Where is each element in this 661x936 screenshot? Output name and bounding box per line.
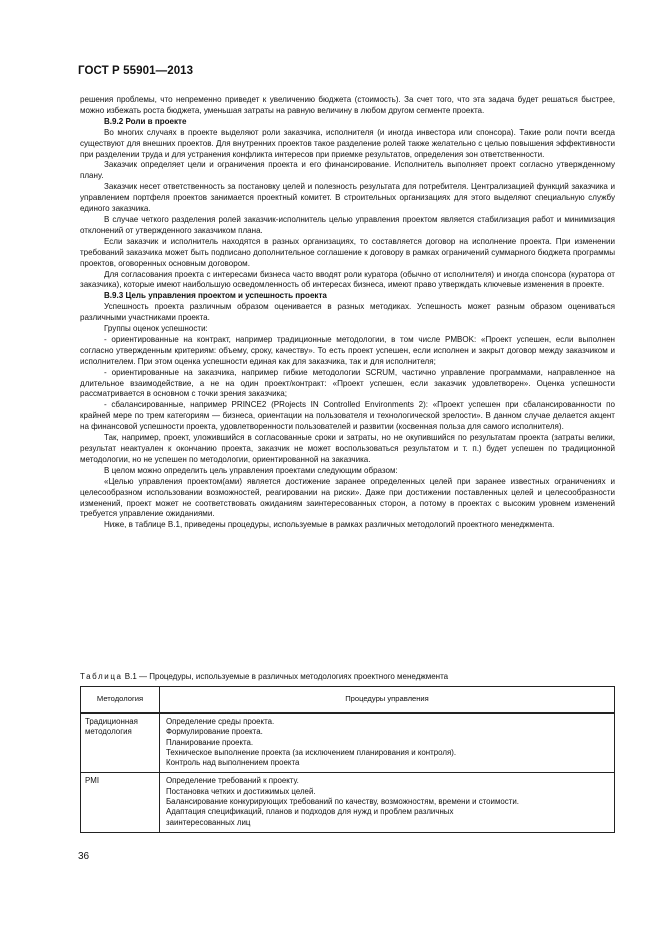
paragraph: Успешность проекта различным образом оценивается в разных методиках. Успешность может разным образом оцениваться различными участниками проекта. <box>80 302 615 323</box>
paragraph: «Целью управления проектом(ами) является достижение заранее определенных целей при заранее известных ограничениях и целесообразном использовании возможностей, реагировании на риски». Даже при достижении поставленных целей и целесообразности изменений, проект может не соответствовать ожиданиям заинтересованных сторон, а потому в проектах с высоким уровнем изменений требуется управление ожиданиями. <box>80 476 615 519</box>
list-item: - ориентированные на контракт, например традиционные методологии, в том числе PMBOK: «Проект успешен, если выполнен согласно утвержденным критериям: объему, сроку, качеству». То есть проект успешен, если исполнен и закрыт договор между заказчиком и исполнителем. При этом оценка успешности единая как для заказчика, так и для исполнителя; <box>80 334 615 366</box>
procedure-item: Балансирование конкурирующих требований по качеству, возможностям, времени и стоимости. <box>166 797 519 807</box>
paragraph: решения проблемы, что непременно приведет к увеличению бюджета (стоимость). За счет того, что эта задача будет решаться быстрее, можно избежать роста бюджета, уменьшая затраты на равную величину в любом другом сегменте проекта. <box>80 95 615 115</box>
procedures-cell <box>160 773 615 832</box>
paragraph: Во многих случаях в проекте выделяют роли заказчика, исполнителя (и иногда инвестора или спонсора). Такие роли почти всегда существуют для внешних проектов. Для внутренних проектов такое разделение ролей также желательно с целью повышения эффективности при разделении труда и для устранения конфликта интересов при приемке результатов, определения зон ответственности. <box>80 127 615 159</box>
list-item: - ориентированные на заказчика, например гибкие методологии SCRUM, частично управление программами, направленное на длительное взаимодействие, а не на один проект/контракт: «Проект успешен, если заказчик удовлетворен». Оценка успешности рассматривается в основном с точки зрения заказчика; <box>80 367 615 399</box>
procedure-item: Определение требований к проекту. <box>166 776 299 786</box>
procedure-item: Постановка четких и достижимых целей. <box>166 786 316 796</box>
page-number: 36 <box>78 851 90 862</box>
methodology-cell: Традиционная методология <box>81 713 160 773</box>
procedure-item: Планирование проекта. <box>166 737 254 747</box>
table-caption-label: Таблица <box>80 672 123 681</box>
procedure-item: Определение среды проекта. <box>166 717 275 726</box>
section-heading: B.9.2 Роли в проекте <box>104 116 187 126</box>
column-header-procedures: Процедуры управления <box>160 687 615 714</box>
table-caption-text: В.1 — Процедуры, используемые в различных методологиях проектного менеджмента <box>122 672 449 681</box>
table-caption <box>80 671 615 682</box>
paragraph: Заказчик определяет цели и ограничения проекта и его финансирование. Исполнитель выполняет проект согласно утвержденному плану. <box>80 160 615 181</box>
paragraph: Ниже, в таблице В.1, приведены процедуры, используемые в рамках различных методологий проектного менеджмента. <box>104 520 555 530</box>
paragraph: Так, например, проект, уложившийся в согласованные сроки и затраты, но не окупившийся по результатам проекта (затраты велики, результат неактуален к окончанию проекта, заказчик не может воспользоваться результатом и т. п.) будет успешен по традиционной методологии, но не успешен по методологии, ориентированной на заказчика. <box>80 433 615 464</box>
table-header-row <box>81 687 615 714</box>
procedure-item: Адаптация спецификаций, планов и подходов для нужд и проблем различных <box>166 807 454 817</box>
section-heading: B.9.3 Цель управления проектом и успешность проекта <box>104 291 327 301</box>
paragraph: Для согласования проекта с интересами бизнеса часто вводят роли куратора (обычно от исполнителя) и иногда спонсора (куратора от заказчика), которые имеют наибольшую осведомленность об интересах бизнеса, имеют право утверждать ключевые изменения в проекте. <box>80 269 615 290</box>
procedure-item: заинтересованных лиц <box>166 817 251 827</box>
procedure-item: Формулирование проекта. <box>166 727 263 737</box>
paragraph: В случае четкого разделения ролей заказчик-исполнитель целью управления проектом является стабилизация работ и минимизация отклонений от утвержденного заказчиком плана. <box>80 214 615 235</box>
column-header-methodology: Методология <box>81 687 160 714</box>
procedures-table <box>80 686 615 833</box>
document-body <box>80 95 615 531</box>
procedure-item: Техническое выполнение проекта (за исключением планирования и контроля). <box>166 747 457 757</box>
paragraph: Заказчик несет ответственность за постановку целей и полезность результата для потребителя. Централизацией функций заказчика и управлением портфеля проектов занимается проектный комитет. В строительных организациях для этого выделяют специальную службу единого заказчика. <box>80 182 615 214</box>
methodology-cell: PMI <box>81 773 160 832</box>
standard-header: ГОСТ Р 55901—2013 <box>78 65 194 77</box>
list-item: - сбалансированные, например PRINCE2 (PRojects IN Controlled Environments 2): «Проект успешен при сбалансированности по крайней мере по трем категориям — бизнеса, ориентации на пользователя и технологической зрелости». В данном случае делается акцент на финансовой успешности проекта, удовлетворенности пользователей и развитии (косвенная польза для самого исполнителя). <box>80 400 615 432</box>
table-row <box>81 713 615 773</box>
paragraph: Если заказчик и исполнитель находятся в разных организациях, то составляется договор на исполнение проекта. При изменении требований заказчика может быть подписано дополнительное соглашение к договору в рамках ограничений суммарного бюджета программы проектов, оговоренных основным договором. <box>80 236 615 268</box>
procedures-cell <box>160 713 615 773</box>
paragraph: В целом можно определить цель управления проектами следующим образом: <box>104 465 398 475</box>
paragraph: Группы оценок успешности: <box>104 324 208 334</box>
table-row <box>81 773 615 832</box>
procedure-item: Контроль над выполнением проекта <box>166 758 300 768</box>
